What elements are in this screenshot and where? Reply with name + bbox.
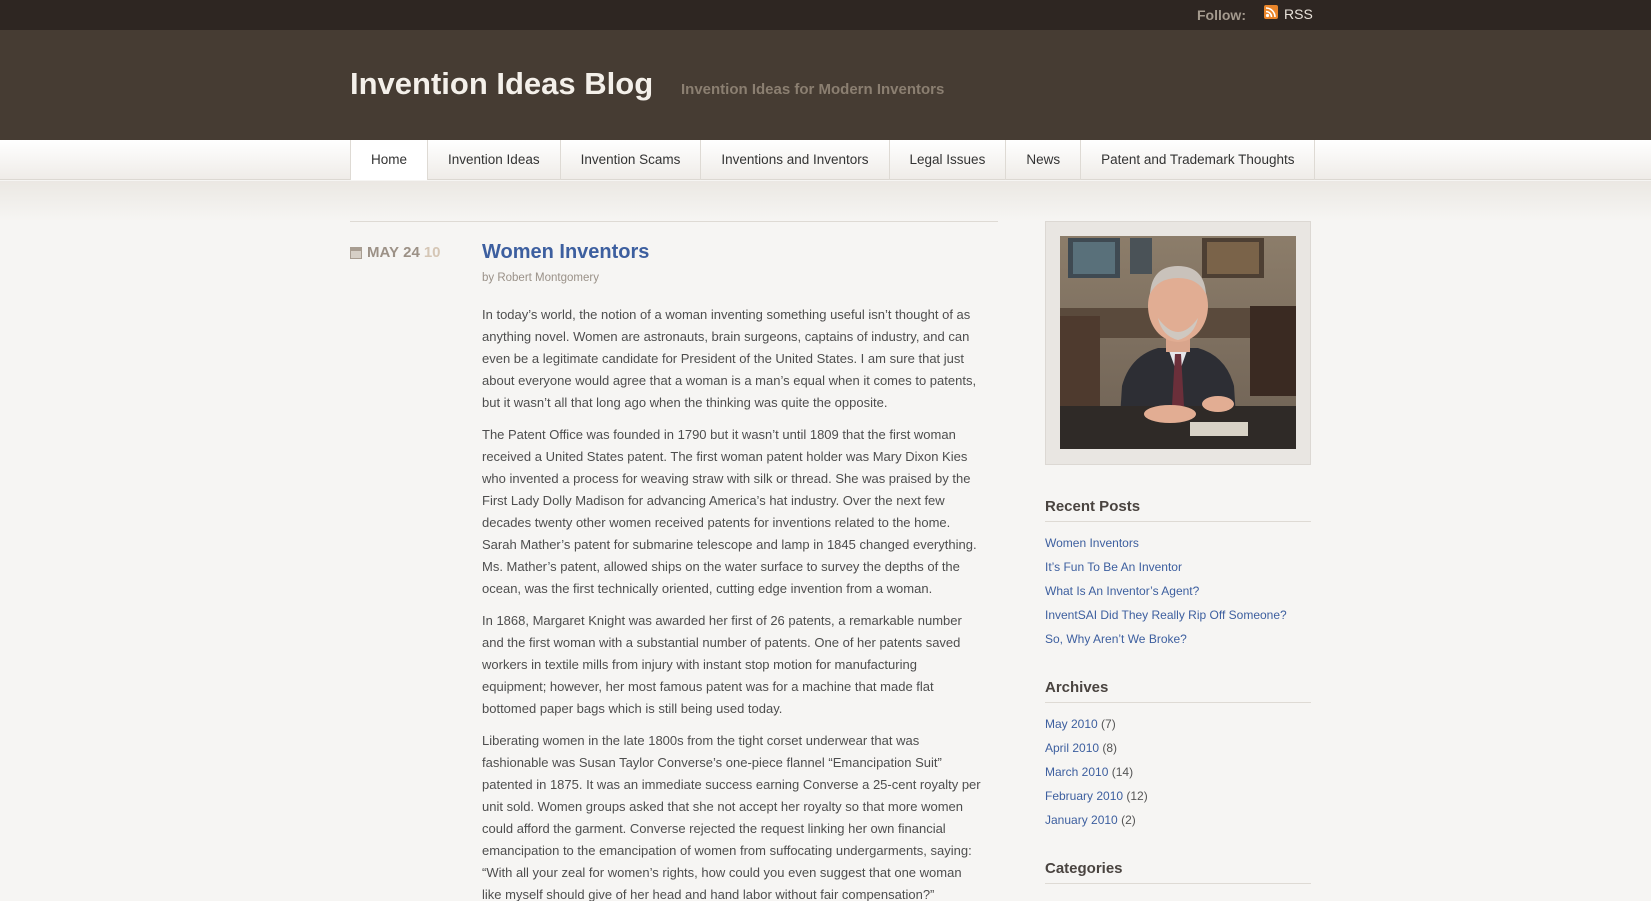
archives-title: Archives	[1045, 679, 1311, 703]
archive-link[interactable]: January 2010	[1045, 813, 1118, 827]
recent-post-link[interactable]: What Is An Inventor’s Agent?	[1045, 584, 1200, 598]
post-paragraph: In today’s world, the notion of a woman inventing something useful isn’t thought of as anything novel. Women are astronauts, brain surgeons, captains of industry, and can even be a legitimate candidate for President of the United States. I am sure that just about everyone would agree that a woman is a man’s equal when it comes to patents, but it wasn’t all that long ago when the thinking was quite the opposite.	[482, 307, 977, 410]
archives-list	[1045, 712, 1148, 832]
list-item	[1045, 555, 1287, 579]
post-byline: by Robert Montgomery	[482, 272, 599, 284]
nav-item-invention-ideas[interactable]: Invention Ideas	[428, 140, 561, 180]
content-band	[0, 181, 1651, 221]
site-title[interactable]: Invention Ideas Blog	[350, 66, 654, 101]
recent-post-link[interactable]: So, Why Aren’t We Broke?	[1045, 632, 1187, 646]
nav-item-legal-issues[interactable]: Legal Issues	[890, 140, 1007, 180]
archive-count: (2)	[1121, 813, 1136, 827]
archive-count: (12)	[1126, 789, 1148, 803]
list-item	[1045, 531, 1287, 555]
nav-item-invention-scams[interactable]: Invention Scams	[561, 140, 702, 180]
rss-icon[interactable]	[1264, 5, 1278, 19]
nav-item-news[interactable]: News	[1006, 140, 1081, 180]
list-item	[1045, 808, 1148, 832]
calendar-icon	[350, 247, 362, 259]
nav-item-home[interactable]: Home	[351, 140, 428, 180]
rss-link[interactable]: RSS	[1284, 6, 1313, 22]
post-paragraph: Liberating women in the late 1800s from the tight corset underwear that was fashionable was Susan Taylor Converse’s one-piece flannel “Emancipation Suit” patented in 1875. It was an immediate success earning Converse a 25-cent royalty per unit sold. Women groups asked that she not accept her royalty so that more women could afford the garment. Converse rejected the request linking her own financial emancipation to the emancipation of women from suffocating undergarments, saying: “With all your zeal for women’s rights, how could you even suggest that one woman like myself should give of her head and hand labor without fair compensation?”	[482, 733, 981, 901]
recent-post-link[interactable]: It’s Fun To Be An Inventor	[1045, 560, 1182, 574]
main-navigation	[0, 140, 1651, 180]
recent-posts-list	[1045, 531, 1287, 651]
archive-count: (14)	[1111, 765, 1134, 779]
list-item	[1045, 627, 1287, 651]
nav-item-inventions-and-inventors[interactable]: Inventions and Inventors	[701, 140, 889, 180]
author-photo-frame	[1045, 221, 1311, 465]
list-item	[1045, 579, 1287, 603]
site-header	[0, 30, 1651, 140]
recent-posts-title: Recent Posts	[1045, 498, 1311, 522]
post-date-day: 24	[403, 244, 420, 261]
post-date-year: 10	[423, 244, 441, 261]
post-date	[350, 244, 441, 261]
nav-item-patent-and-trademark-thoughts[interactable]: Patent and Trademark Thoughts	[1081, 140, 1315, 180]
post-title[interactable]: Women Inventors	[482, 241, 650, 263]
author-photo	[1060, 236, 1296, 449]
archive-link[interactable]: March 2010	[1045, 765, 1109, 779]
post-content	[482, 304, 982, 901]
list-item	[1045, 603, 1287, 627]
post-date-month: MAY	[367, 244, 399, 261]
top-bar	[0, 0, 1651, 30]
post-paragraph: The Patent Office was founded in 1790 but it wasn’t until 1809 that the first woman received a United States patent. The first woman patent holder was Mary Dixon Kies who invented a process for weaving straw with silk or thread. She was praised by the First Lady Dolly Madison for advancing America’s hat industry. Over the next few decades twenty other women received patents for inventions related to the home. Sarah Mather’s patent for submarine telescope and lamp in 1845 changed everything. Ms. Mather’s patent, allowed ships on the water surface to survey the depths of the ocean, was the first technically oriented, cutting edge invention from a woman.	[482, 427, 977, 596]
recent-post-link[interactable]: Women Inventors	[1045, 536, 1139, 550]
archive-count: (8)	[1102, 741, 1118, 755]
divider	[350, 221, 998, 222]
list-item	[1045, 736, 1148, 760]
recent-post-link[interactable]: InventSAI Did They Really Rip Off Someone?	[1045, 608, 1287, 622]
follow-label: Follow:	[1197, 7, 1246, 23]
categories-title: Categories	[1045, 860, 1311, 884]
archive-link[interactable]: April 2010	[1045, 741, 1100, 755]
site-tagline: Invention Ideas for Modern Inventors	[681, 81, 945, 98]
list-item	[1045, 784, 1148, 808]
list-item	[1045, 712, 1148, 736]
post-paragraph: In 1868, Margaret Knight was awarded her first of 26 patents, a remarkable number and the first woman with a substantial number of patents. One of her patents saved workers in textile mills from injury with instant stop motion for manufacturing equipment; however, her most famous patent was for a machine that made flat bottomed paper bags which is still being used today.	[482, 613, 962, 716]
list-item	[1045, 760, 1148, 784]
archive-link[interactable]: May 2010	[1045, 717, 1098, 731]
archive-count: (7)	[1101, 717, 1116, 731]
archive-link[interactable]: February 2010	[1045, 789, 1124, 803]
